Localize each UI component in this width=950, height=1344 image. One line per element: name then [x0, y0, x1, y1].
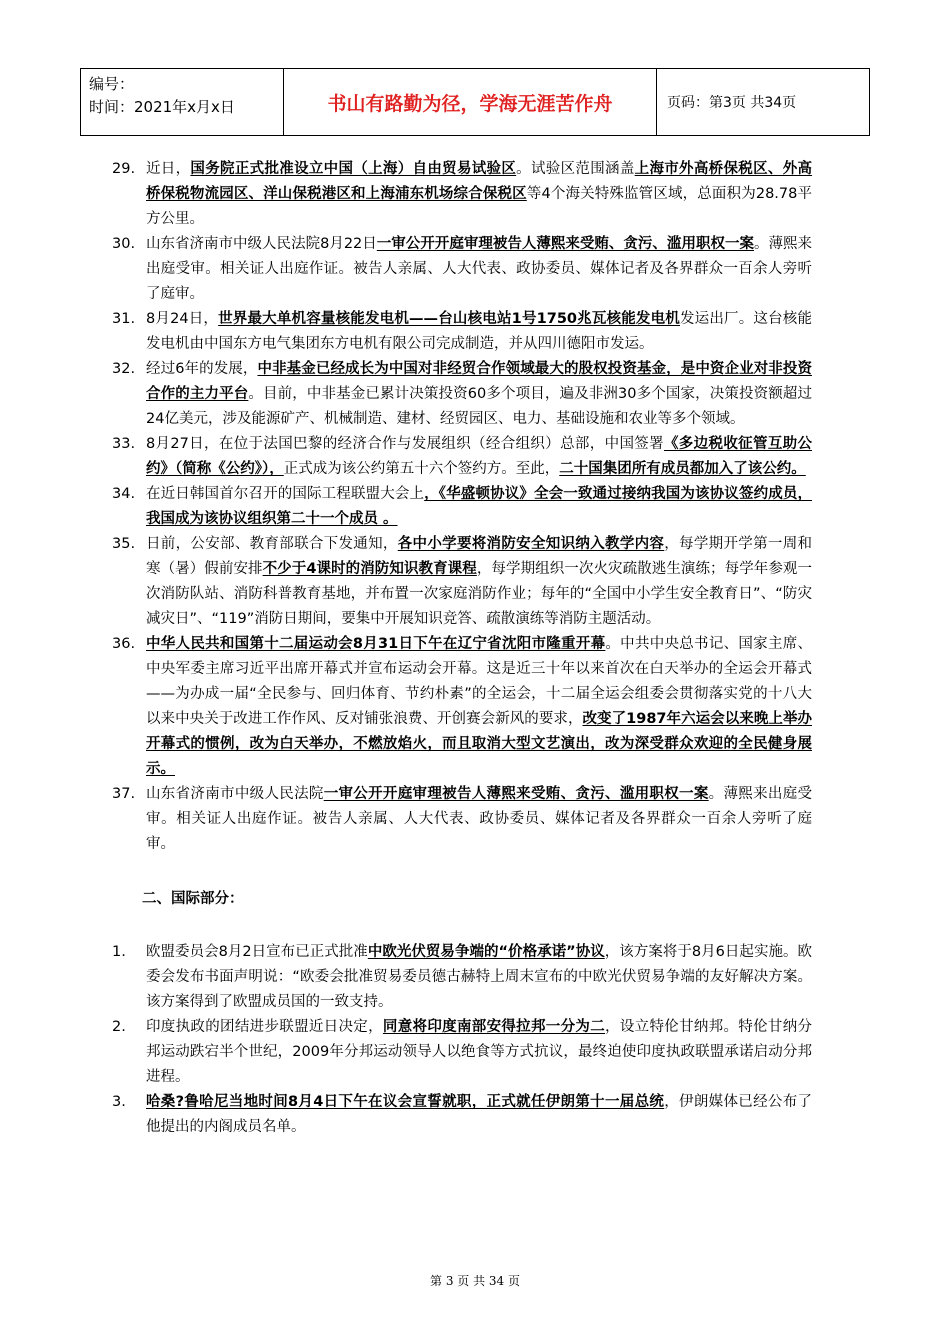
item-text: [146, 532, 812, 632]
header-page-number: 页码：第3页 共34页: [667, 95, 797, 111]
body-text: 等4个海关特殊监管区域，总面积为28.78平方公里。: [146, 186, 813, 227]
emphasis-text: 中非基金已经成长为中国对非经贸合作领域最大的股权投资基金，是中资企业对非投资合作的主力平台: [146, 361, 812, 402]
item-number: 29.: [112, 161, 136, 177]
emphasis-text: 哈桑?鲁哈尼当地时间8月4日下午在议会宣誓就职，正式就任伊朗第十一届总统: [146, 1094, 665, 1110]
item-number: 2.: [112, 1019, 126, 1035]
emphasis-text: 改变了1987年六运会以来晚上举办开幕式的惯例，改为白天举办，不燃放焰火，而且取消大型文艺演出，改为深受群众欢迎的全民健身展示。: [146, 711, 813, 777]
body-text: 。薄熙来出庭受审。相关证人出庭作证。被告人亲属、人大代表、政协委员、媒体记者及各界群众一百余人旁听了庭审。: [146, 236, 813, 302]
emphasis-text: 上海市外高桥保税区、外高桥保税物流园区、洋山保税港区和上海浦东机场综合保税区: [146, 161, 813, 202]
list-item: [112, 357, 812, 432]
header-motto: 书山有路勤为径，学海无涯苦作舟: [284, 69, 657, 135]
body-text: ，设立特伦甘纳邦。特伦甘纳分邦运动跌宕半个世纪，2009年分邦运动领导人以绝食等方式抗议，最终迫使印度执政联盟承诺启动分邦进程。: [146, 1019, 813, 1085]
body-text: 近日，: [146, 161, 191, 177]
list-item: [112, 632, 812, 782]
emphasis-text: 一审公开开庭审理被告人薄熙来受贿、贪污、滥用职权一案: [323, 786, 709, 802]
body-text: 。薄熙来出庭受审。相关证人出庭作证。被告人亲属、人大代表、政协委员、媒体记者及各界群众一百余人旁听了庭审。: [146, 786, 813, 852]
item-number: 34.: [112, 486, 136, 502]
item-text: [146, 940, 812, 1015]
body-text: ，每学期组织一次火灾疏散逃生演练；每学年参观一次消防队站、消防科普教育基地，并布置一次家庭消防作业；每年的“全国中小学生安全教育日”、“防灾减灾日”、“119”消防日期间，要集中开展知识竞答、疏散演练等消防主题活动。: [146, 561, 813, 627]
emphasis-text: 中华人民共和国第十二届运动会8月31日下午在辽宁省沈阳市隆重开幕: [146, 636, 606, 652]
item-text: [146, 232, 812, 307]
item-number: 36.: [112, 636, 136, 652]
emphasis-text: 二十国集团所有成员都加入了该公约。: [559, 461, 806, 477]
body-text: 在近日韩国首尔召开的国际工程联盟大会上: [146, 486, 425, 502]
emphasis-text: ，《华盛顿协议》全会一致通过接纳我国为该协议签约成员，我国成为该协议组织第二十一个成员 。: [146, 486, 812, 527]
item-number: 32.: [112, 361, 136, 377]
body-text: 。目前，中非基金已累计决策投资60多个项目，遍及非洲30多个国家，决策投资额超过24亿美元，涉及能源矿产、机械制造、建材、经贸园区、电力、基础设施和农业等多个领域。: [146, 386, 812, 427]
emphasis-text: 各中小学要将消防安全知识纳入教学内容: [397, 536, 665, 552]
list-item: [112, 432, 812, 482]
list-item: [112, 1090, 812, 1140]
document-body: [112, 157, 812, 1140]
item-number: 37.: [112, 786, 136, 802]
item-text: [146, 157, 812, 232]
item-number: 1.: [112, 944, 126, 960]
header-code: 编号：: [89, 75, 135, 93]
item-text: [146, 632, 812, 782]
list-item: [112, 532, 812, 632]
emphasis-text: 国务院正式批准设立中国（上海）自由贸易试验区: [190, 161, 517, 177]
emphasis-text: 不少于4课时的消防知识教育课程: [262, 561, 477, 577]
body-text: 发运出厂。这台核能发电机由中国东方电气集团东方电机有限公司完成制造，并从四川德阳市发运。: [146, 311, 812, 352]
item-text: [146, 1015, 812, 1090]
item-text: [146, 357, 812, 432]
body-text: 经过6年的发展，: [146, 361, 258, 377]
page-footer: 第 3 页 共 34 页: [430, 1274, 520, 1288]
body-text: 8月27日，在位于法国巴黎的经济合作与发展组织（经合组织）总部，中国签署: [146, 436, 664, 452]
body-text: 山东省济南市中级人民法院: [146, 786, 324, 802]
body-text: ，每学期开学第一周和寒（暑）假前安排: [146, 536, 813, 577]
body-text: 正式成为该公约第五十六个签约方。至此，: [283, 461, 560, 477]
list-item: [112, 157, 812, 232]
body-text: 山东省济南市中级人民法院8月22日: [146, 236, 377, 252]
list-item: [112, 940, 812, 1015]
item-text: [146, 1090, 812, 1140]
body-text: 欧盟委员会8月2日宣布已正式批准: [146, 944, 368, 960]
page-header: [80, 68, 870, 136]
body-text: 印度执政的团结进步联盟近日决定，: [146, 1019, 383, 1035]
body-text: 。试验区范围涵盖: [516, 161, 635, 177]
list-item: [112, 782, 812, 857]
body-text: ，该方案将于8月6日起实施。欧委会发布书面声明说：“欧委会批准贸易委员德古赫特上周末宣布的中欧光伏贸易争端的友好解决方案。该方案得到了欧盟成员国的一致支持。: [146, 944, 813, 1010]
item-number: 3.: [112, 1094, 126, 1110]
body-text: 8月24日，: [146, 311, 219, 327]
item-text: [146, 782, 812, 857]
item-number: 30.: [112, 236, 136, 252]
emphasis-text: 《多边税收征管互助公约》（简称《公约》），: [146, 436, 812, 477]
list-item: [112, 307, 812, 357]
body-text: 。中共中央总书记、国家主席、中央军委主席习近平出席开幕式并宣布运动会开幕。这是近三十年以来首次在白天举办的全运会开幕式——为办成一届“全民参与、回归体育、节约朴素”的全运会，十二届全运会组委会贯彻落实党的十八大以来中央关于改进工作作风、反对铺张浪费、开创赛会新风的要求，: [146, 636, 813, 727]
item-text: [146, 482, 812, 532]
emphasis-text: 一审公开开庭审理被告人薄熙来受贿、贪污、滥用职权一案: [376, 236, 754, 252]
list-item: [112, 1015, 812, 1090]
emphasis-text: 中欧光伏贸易争端的“价格承诺”协议: [367, 944, 605, 960]
list-item: [112, 232, 812, 307]
emphasis-text: 同意将印度南部安得拉邦一分为二: [382, 1019, 606, 1035]
body-text: ，伊朗媒体已经公布了他提出的内阁成员名单。: [146, 1094, 812, 1135]
header-time: 时间：2021年x月x日: [89, 98, 235, 116]
domestic-news-list: [112, 157, 812, 857]
item-number: 35.: [112, 536, 136, 552]
section-title: 二、国际部分：: [142, 891, 244, 907]
body-text: 日前，公安部、教育部联合下发通知，: [146, 536, 398, 552]
item-text: [146, 307, 812, 357]
international-news-list: [112, 940, 812, 1140]
header-meta: [81, 69, 284, 135]
emphasis-text: 世界最大单机容量核能发电机——台山核电站1号1750兆瓦核能发电机: [218, 311, 680, 327]
item-text: [146, 432, 812, 482]
item-number: 31.: [112, 311, 136, 327]
item-number: 33.: [112, 436, 136, 452]
list-item: [112, 482, 812, 532]
